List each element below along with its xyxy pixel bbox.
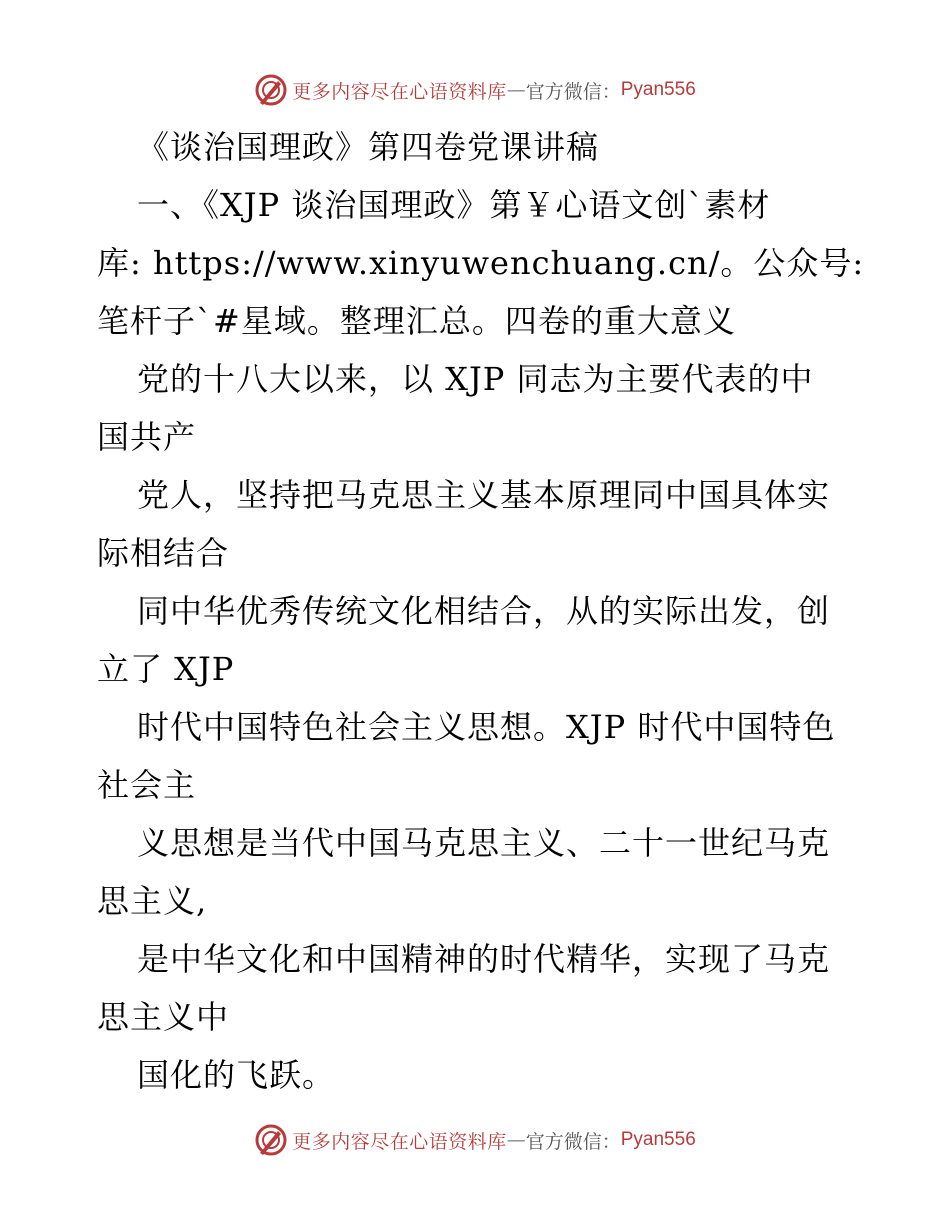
paragraph-line: 库: https://www.xinyuwenchuang.cn/。公众号: bbox=[97, 244, 865, 282]
paragraph-line: 一、《XJP 谈治国理政》第￥心语文创`素材 bbox=[137, 186, 771, 224]
watermark-label: 官方微信： bbox=[525, 80, 621, 103]
watermark-label: 官方微信： bbox=[525, 1130, 621, 1153]
watermark-separator: — bbox=[506, 1129, 526, 1151]
paragraph-line: 是中华文化和中国精神的时代精华，实现了马克 bbox=[137, 940, 831, 978]
paragraph-line: 党人，坚持把马克思主义基本原理同中国具体实 bbox=[137, 476, 831, 514]
watermark-separator: — bbox=[506, 79, 526, 101]
watermark-text: 更多内容尽在心语资料库 bbox=[292, 80, 507, 103]
paragraph-line: 党的十八大以来，以 XJP 同志为主要代表的中 bbox=[137, 360, 814, 398]
paragraph-line: 思主义中 bbox=[97, 998, 230, 1036]
paragraph-line: 际相结合 bbox=[97, 534, 230, 572]
paragraph-line: 笔杆子`#星域。整理汇总。四卷的重大意义 bbox=[97, 302, 736, 340]
pen-logo-icon bbox=[254, 1123, 288, 1157]
paragraph-line: 同中华优秀传统文化相结合，从的实际出发，创 bbox=[137, 592, 831, 630]
watermark-text: 更多内容尽在心语资料库 bbox=[292, 1130, 507, 1153]
document-body bbox=[97, 118, 865, 1104]
paragraph-line: 思主义, bbox=[97, 882, 208, 920]
paragraph-line: 社会主 bbox=[97, 766, 197, 804]
header-watermark bbox=[0, 70, 950, 110]
document-title: 《谈治国理政》第四卷党课讲稿 bbox=[137, 128, 600, 166]
paragraph-line: 国共产 bbox=[97, 418, 197, 456]
paragraph-line: 义思想是当代中国马克思主义、二十一世纪马克 bbox=[137, 824, 831, 862]
watermark-wechat-id: Pyan556 bbox=[620, 79, 696, 100]
paragraph-line: 时代中国特色社会主义思想。XJP 时代中国特色 bbox=[137, 708, 836, 746]
watermark-wechat-id: Pyan556 bbox=[620, 1129, 696, 1150]
paragraph-line: 立了 XJP bbox=[97, 650, 235, 688]
paragraph-line: 国化的飞跃。 bbox=[137, 1056, 336, 1094]
footer-watermark bbox=[0, 1120, 950, 1160]
pen-logo-icon bbox=[254, 73, 288, 107]
